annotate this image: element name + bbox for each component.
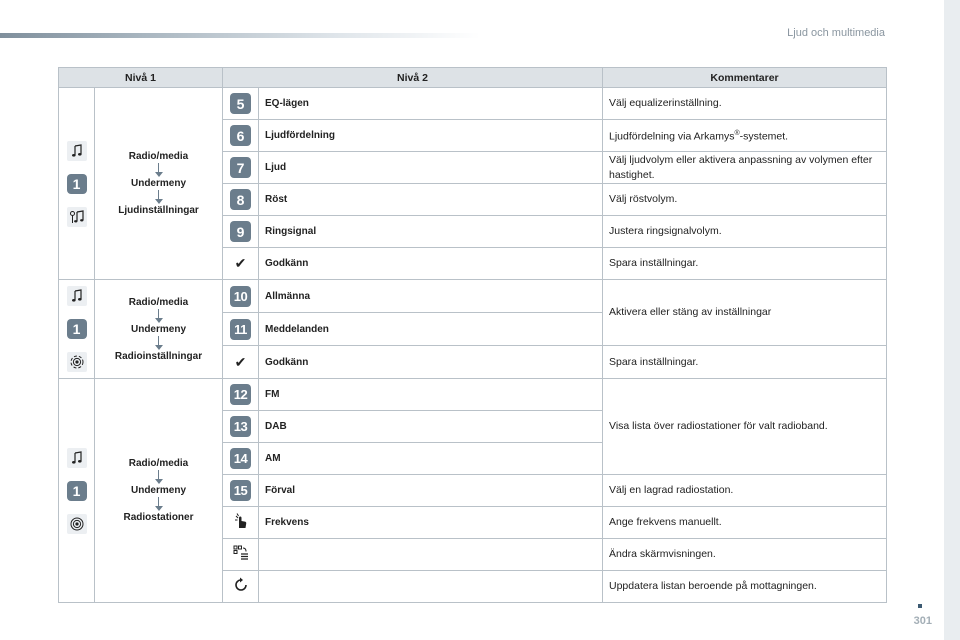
down-arrow-icon [155, 469, 163, 485]
number-badge: 7 [230, 157, 251, 178]
number-badge: 6 [230, 125, 251, 146]
level2-label: Röst [259, 184, 603, 216]
level1-icon-cell [59, 88, 95, 280]
level1-label: Radio/media [128, 458, 189, 469]
comment-text: Välj ljudvolym eller aktivera anpassning av volymen efter hastighet. [603, 152, 887, 184]
number-badge: 5 [230, 93, 251, 114]
refresh-icon [232, 585, 250, 597]
level1-icon-cell [59, 280, 95, 379]
level1-icon-cell [59, 379, 95, 603]
level2-label: Meddelanden [259, 313, 603, 346]
level2-label: Förval [259, 475, 603, 507]
level1-label: Undermeny [130, 178, 186, 189]
table-row [59, 379, 887, 411]
music-note-icon [67, 448, 87, 468]
down-arrow-icon [155, 335, 163, 351]
level1-label: Radioinställningar [114, 350, 203, 362]
checkmark-icon: ✔ [234, 255, 247, 271]
level2-label: EQ-lägen [259, 88, 603, 120]
hand-tap-icon [232, 521, 250, 533]
view-toggle-icon [232, 553, 250, 565]
audio-settings-icon [67, 207, 87, 227]
level2-label: Godkänn [259, 346, 603, 379]
level1-label: Radio/media [128, 296, 189, 308]
table-header-row [59, 68, 887, 88]
level2-label [259, 571, 603, 603]
level1-badge: 1 [67, 319, 87, 339]
level2-label: FM [259, 379, 603, 411]
level2-label: AM [259, 443, 603, 475]
level1-label: Ljudinställningar [118, 205, 199, 216]
number-badge: 11 [230, 319, 251, 340]
number-badge: 12 [230, 384, 251, 405]
section-title: Ljud och multimedia [787, 27, 885, 39]
down-arrow-icon [155, 189, 163, 205]
page-marker [918, 604, 922, 608]
level1-badge: 1 [67, 174, 87, 194]
level1-label: Radio/media [128, 151, 189, 162]
comment-text: Justera ringsignalvolym. [603, 216, 887, 248]
comment-text: Välj röstvolym. [603, 184, 887, 216]
level1-label: Undermeny [130, 323, 186, 335]
level1-path-cell [95, 88, 223, 280]
comment-text: Visa lista över radiostationer för valt radioband. [603, 379, 887, 475]
column-header-comments: Kommentarer [603, 68, 887, 88]
comment-text: Ange frekvens manuellt. [603, 507, 887, 539]
header-accent-bar [0, 33, 480, 38]
comment-text: Ändra skärmvisningen. [603, 539, 887, 571]
number-badge: 9 [230, 221, 251, 242]
table-row [59, 88, 887, 120]
number-badge: 13 [230, 416, 251, 437]
comment-text: Spara inställningar. [603, 346, 887, 379]
comment-text: Välj en lagrad radiostation. [603, 475, 887, 507]
level2-label: Ringsignal [259, 216, 603, 248]
comment-text: Aktivera eller stäng av inställningar [603, 280, 887, 346]
level2-label: DAB [259, 411, 603, 443]
radio-settings-icon [67, 352, 87, 372]
music-note-icon [67, 141, 87, 161]
number-badge: 8 [230, 189, 251, 210]
level2-label: Ljud [259, 152, 603, 184]
level1-label: Undermeny [130, 485, 186, 496]
radio-station-icon [67, 514, 87, 534]
level1-path-cell [95, 280, 223, 379]
column-header-level2: Nivå 2 [223, 68, 603, 88]
comment-text: Ljudfördelning via Arkamys®-systemet. [603, 120, 887, 152]
comment-text: Spara inställningar. [603, 248, 887, 280]
down-arrow-icon [155, 308, 163, 324]
page-edge-strip [944, 0, 960, 640]
level2-label: Godkänn [259, 248, 603, 280]
number-badge: 14 [230, 448, 251, 469]
page-number: 301 [913, 615, 932, 627]
settings-table [58, 67, 887, 603]
checkmark-icon: ✔ [234, 353, 247, 370]
table-row [59, 280, 887, 313]
music-note-icon [67, 286, 87, 306]
number-badge: 10 [230, 286, 251, 307]
level1-path-cell [95, 379, 223, 603]
level2-label: Allmänna [259, 280, 603, 313]
down-arrow-icon [155, 496, 163, 512]
column-header-level1: Nivå 1 [59, 68, 223, 88]
level2-label [259, 539, 603, 571]
comment-text: Välj equalizerinställning. [603, 88, 887, 120]
level2-label: Ljudfördelning [259, 120, 603, 152]
level1-badge: 1 [67, 481, 87, 501]
comment-text: Uppdatera listan beroende på mottagningen. [603, 571, 887, 603]
number-badge: 15 [230, 480, 251, 501]
down-arrow-icon [155, 162, 163, 178]
level2-label: Frekvens [259, 507, 603, 539]
level1-label: Radiostationer [123, 512, 194, 523]
